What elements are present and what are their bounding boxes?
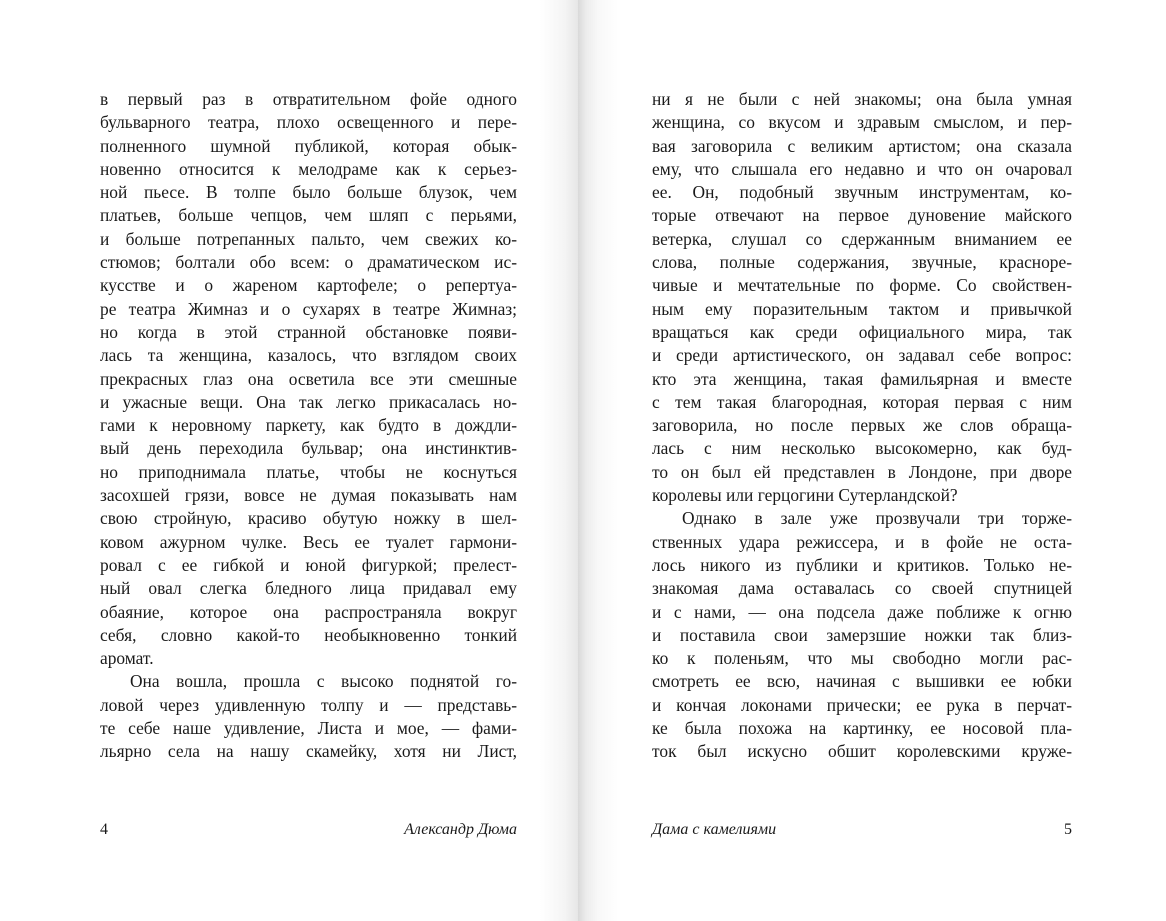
text-line: ный овал слегка бледного лица придавал ему (100, 578, 517, 599)
text-line: вращаться как среди официального мира, так (652, 321, 1072, 342)
text-line: прекрасных глаз она осветила все эти смешные (100, 368, 517, 389)
text-line: ловой через удивленную толпу и — представь- (100, 694, 517, 715)
text-line: ре театра Жимназ и о сухарях в театре Жимназ; (100, 298, 517, 319)
text-line: кусстве и о жареном картофеле; о репертуа- (100, 275, 517, 296)
text-line: ни я не были с ней знакомы; она была умная (652, 89, 1072, 109)
text-line: и поставила свои замерзшие ножки так близ- (652, 624, 1072, 645)
running-head-author: Александр Дюма (404, 821, 517, 838)
text-line: те себе наше удивление, Листа и мое, — фами- (100, 718, 517, 739)
text-line: платьев, больше чепцов, чем шляп с перьями, (100, 205, 517, 226)
text-line: бульварного театра, плохо освещенного и пере- (100, 112, 517, 133)
text-line: но когда в этой странной обстановке появи- (100, 321, 517, 342)
text-line: ровал с ее гибкой и юной фигуркой; прелест- (100, 554, 517, 575)
text-line: ковом ажурном чулке. Весь ее туалет гармони- (100, 531, 517, 552)
text-line: обаяние, которое она распространяла вокруг (100, 601, 517, 622)
text-line: вая заговорила с великим артистом; она сказала (652, 135, 1072, 156)
text-line: в первый раз в отвратительном фойе одного (100, 89, 517, 109)
text-line: свою стройную, красиво обутую ножку в шел- (100, 508, 517, 529)
text-line: вый день переходила бульвар; она инстинктив- (100, 438, 517, 459)
text-line: себя, словно какой-то необыкновенно тонкий (100, 624, 517, 645)
text-line: и больше потрепанных пальто, чем свежих ко- (100, 228, 517, 249)
text-line: гами к неровному паркету, как будто в дождли- (100, 415, 517, 436)
text-line: ной пьесе. В толпе было больше блузок, чем (100, 182, 517, 203)
text-line: Она вошла, прошла с высоко поднятой го- (130, 671, 517, 692)
page-number-right: 5 (1064, 821, 1072, 838)
text-line: смотреть ее всю, начиная с вышивки ее юбки (652, 671, 1072, 692)
text-line: лось никого из публики и критиков. Только не- (652, 554, 1072, 575)
text-line: и кончая локонами прически; ее рука в перчат- (652, 694, 1072, 715)
text-line: королевы или герцогини Сутерландской? (652, 485, 958, 506)
text-line: ток был искусно обшит королевскими круже- (652, 741, 1072, 762)
text-line: ственных удара режиссера, и в фойе не оста- (652, 531, 1072, 552)
text-line: и среди артистического, он задавал себе вопрос: (652, 345, 1072, 366)
page-number-left: 4 (100, 821, 108, 838)
text-line: торые отвечают на первое дуновение майского (652, 205, 1072, 226)
text-line: кто эта женщина, такая фамильярная и вместе (652, 368, 1072, 389)
text-line: ко к поленьям, что мы свободно могли рас- (652, 648, 1072, 669)
text-line: засохшей грязи, вовсе не думая показывать нам (100, 485, 517, 506)
text-line: льярно села на нашу скамейку, хотя ни Лист, (100, 741, 517, 762)
text-line: заговорила, но после первых же слов обраща- (652, 415, 1072, 436)
text-line: стюмов; болтали обо всем: о драматическом ис- (100, 252, 517, 273)
text-line: Однако в зале уже прозвучали три торже- (682, 508, 1072, 529)
text-line: ветерка, слушал со сдержанным вниманием ее (652, 228, 1072, 249)
right-page-body (652, 88, 1072, 764)
text-line: полненного шумной публикой, которая обык- (100, 135, 517, 156)
text-line: лась с ним несколько высокомерно, как буд- (652, 438, 1072, 459)
text-line: знакомая дама оставалась со своей спутницей (652, 578, 1072, 599)
text-line: ее. Он, подобный звучным инструментам, ко- (652, 182, 1072, 203)
left-page-body (100, 88, 517, 764)
text-line: ему, что слышала его недавно и что он очаровал (652, 158, 1072, 179)
text-line: и ужасные вещи. Она так легко прикасалась но- (100, 391, 517, 412)
text-line: новенно относится к мелодраме как к серьез- (100, 158, 517, 179)
text-line: слова, полные содержания, звучные, красноре- (652, 252, 1072, 273)
text-line: чивые и мечтательные по форме. Со свойствен- (652, 275, 1072, 296)
text-line: ке была похожа на картинку, ее носовой пла- (652, 718, 1072, 739)
text-line: с тем такая благородная, которая первая с ним (652, 391, 1072, 412)
text-line: женщина, со вкусом и здравым смыслом, и пер- (652, 112, 1072, 133)
running-head-title: Дама с камелиями (652, 821, 777, 838)
right-page (578, 0, 1166, 921)
text-line: но приподнимала платье, чтобы не коснуться (100, 461, 517, 482)
text-line: ным ему поразительным тактом и привычкой (652, 298, 1072, 319)
text-line: лась та женщина, казалось, что взглядом своих (100, 345, 517, 366)
text-line: и с нами, — она подсела даже поближе к огню (652, 601, 1072, 622)
text-line: аромат. (100, 648, 154, 669)
left-page (0, 0, 578, 921)
text-line: то он был ей представлен в Лондоне, при дворе (652, 461, 1072, 482)
